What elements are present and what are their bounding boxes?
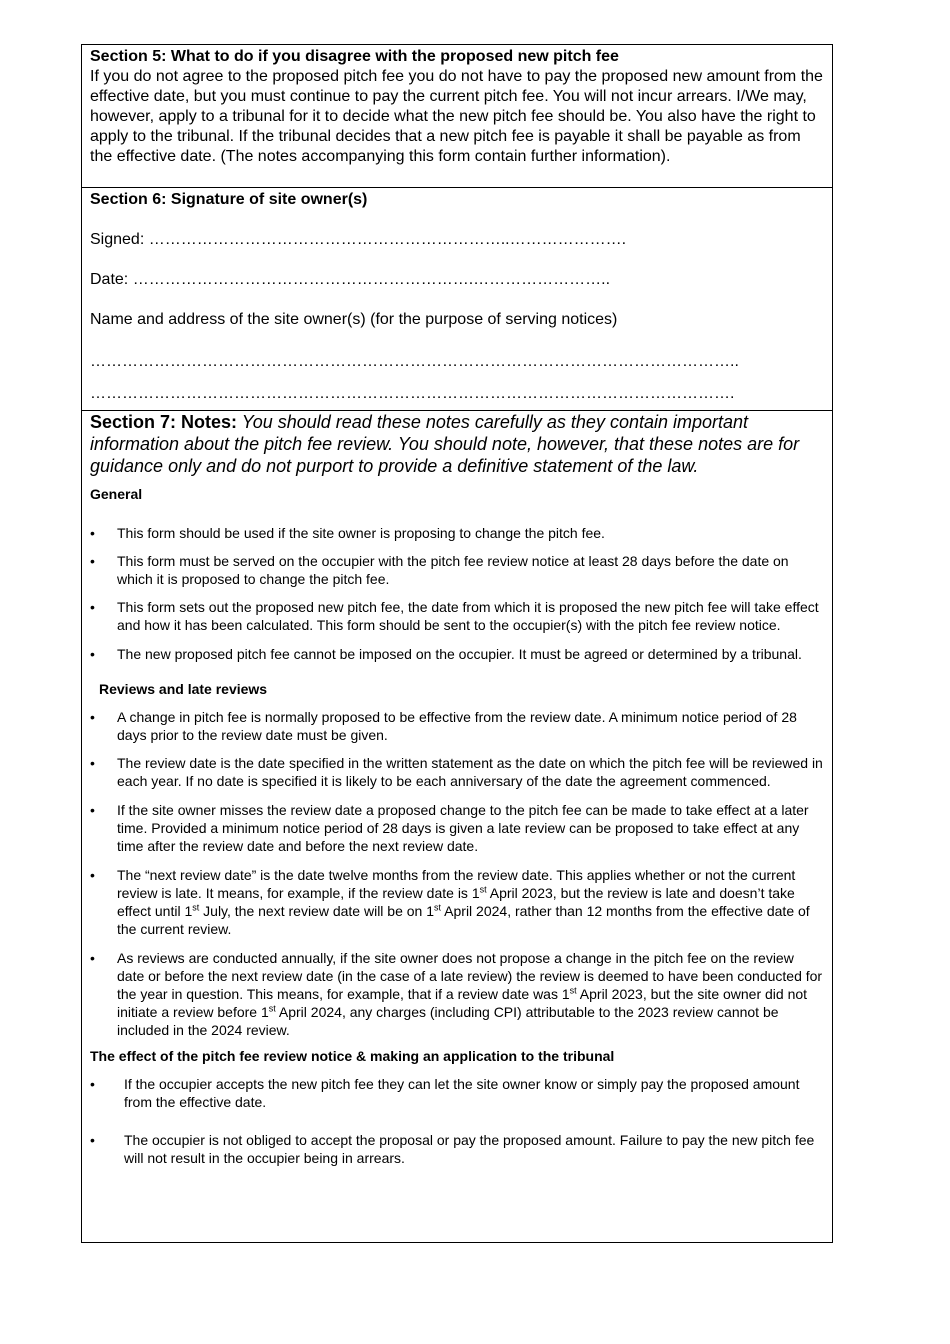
name-address-label: Name and address of the site owner(s) (for the purpose of serving notices) <box>90 311 618 328</box>
list-item: • The occupier is not obliged to accept the proposal or pay the proposed amount. Failure to pay the new pitch fee will not result in the occupier being in arrears. <box>90 1131 824 1167</box>
signed-line[interactable]: Signed: …………………………………………………………..…………………. <box>90 231 627 248</box>
list-item: • If the occupier accepts the new pitch fee they can let the site owner know or simply pay the proposed amount from the effective date. <box>90 1075 824 1111</box>
address-line-2[interactable]: …………………………………………………………………………………………………………. <box>90 385 735 402</box>
section-7-box <box>81 410 833 1243</box>
section-6-heading: Section 6: Signature of site owner(s) <box>90 191 368 208</box>
general-list <box>90 524 824 663</box>
reviews-list <box>90 708 824 1039</box>
section-5-body: If you do not agree to the proposed pitch fee you do not have to pay the proposed new amount from the effective date, but you must continue to pay the current pitch fee. You will not incur arrears. I/We may, however, apply to a tribunal for it to decide what the new pitch fee should be. You also have the right to apply to the tribunal. If the tribunal decides that a new pitch fee is payable it shall be payable as from the effective date. (The notes accompanying this form contain further information). <box>90 68 823 165</box>
reviews-heading: Reviews and late reviews <box>99 681 268 697</box>
section-7-heading <box>90 411 824 477</box>
section-6-box <box>81 187 833 411</box>
list-item: • This form sets out the proposed new pitch fee, the date from which it is proposed the new pitch fee will take effect and how it has been calculated. This form should be sent to the occupier(s) with the pitch fee review notice. <box>90 598 824 634</box>
list-item: • The review date is the date specified in the written statement as the date on which the pitch fee will be reviewed in each year. If no date is specified it is likely to be each anniversary of the date the agreement commenced. <box>90 754 824 790</box>
section-7-intro: You should read these notes carefully as they contain important information about the pitch fee review. You should note, however, that these notes are for guidance only and do not purport to provide a definitive statement of the law. <box>90 412 800 476</box>
section-7-title: Section 7: Notes: <box>90 412 238 432</box>
list-item: • This form must be served on the occupier with the pitch fee review notice at least 28 days before the date on which it is proposed to change the pitch fee. <box>90 552 824 588</box>
section-5-box <box>81 44 833 188</box>
list-item: • If the site owner misses the review date a proposed change to the pitch fee can be made to take effect at a later time. Provided a minimum notice period of 28 days is given a late review can be proposed to take effect at any time after the review date and before the next review date. <box>90 801 824 855</box>
effect-heading: The effect of the pitch fee review notice & making an application to the tribunal <box>90 1048 615 1064</box>
list-item: • The “next review date” is the date twelve months from the review date. This applies whether or not the current review is late. It means, for example, if the review date is 1st April 2023, but the review is late and doesn’t take effect until 1st July, the next review date will be on 1st April 2024, rather than 12 months from the effective date of the current review. <box>90 866 824 938</box>
list-item: • A change in pitch fee is normally proposed to be effective from the review date. A minimum notice period of 28 days prior to the review date must be given. <box>90 708 824 744</box>
list-item: • This form should be used if the site owner is proposing to change the pitch fee. <box>90 524 824 542</box>
list-item: • The new proposed pitch fee cannot be imposed on the occupier. It must be agreed or determined by a tribunal. <box>90 645 824 663</box>
effect-list <box>90 1075 824 1167</box>
list-item: • As reviews are conducted annually, if the site owner does not propose a change in the pitch fee on the review date or before the next review date (in the case of a late review) the review is deemed to have been conducted for the year in question. This means, for example, that if a review date was 1st April 2023, but the site owner did not initiate a review before 1st April 2024, any charges (including CPI) attributable to the 2023 review cannot be included in the 2024 review. <box>90 949 824 1039</box>
address-line-1[interactable]: ………………………………………………………………………………………………………….. <box>90 353 739 370</box>
date-line[interactable]: Date: ……………………………………………………….…………………….. <box>90 271 611 288</box>
section-5-heading: Section 5: What to do if you disagree with the proposed new pitch fee <box>90 48 619 65</box>
general-heading: General <box>90 486 143 502</box>
